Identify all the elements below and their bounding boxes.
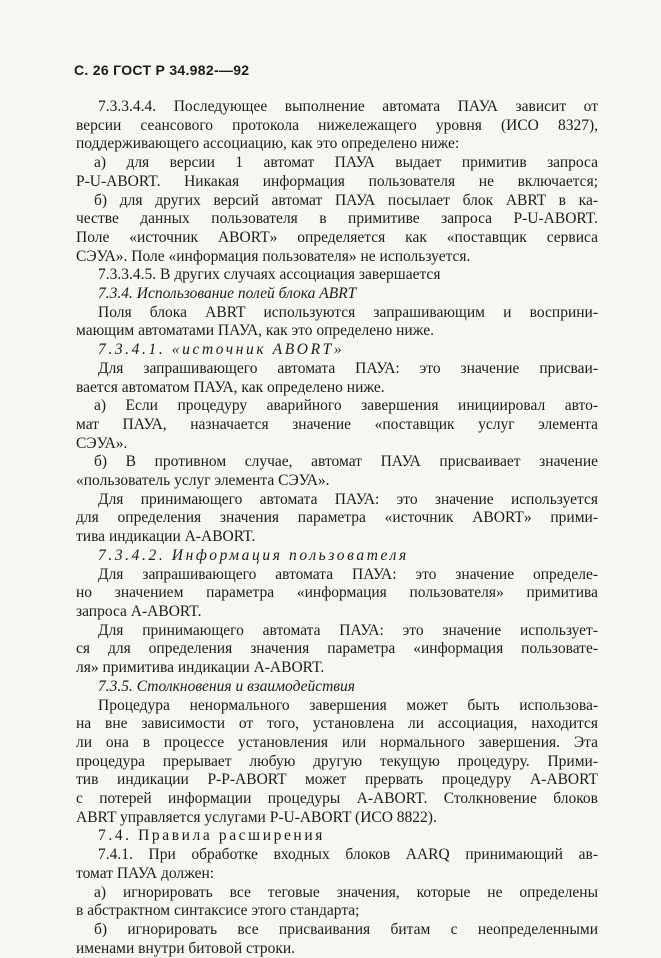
- text-line: тива индикации A-ABORT.: [76, 528, 256, 546]
- text-line: именами внутри битовой строки.: [76, 939, 296, 957]
- text-line: версии сеансового протокола нижележащего уровня (ИСО 8327),: [76, 116, 598, 134]
- text-line: 7.3.4. Использование полей блока ABRT: [98, 285, 357, 303]
- text-line: Для запрашивающего автомата ПАУА: это значение определе-: [98, 565, 598, 583]
- text-line: поддерживающего ассоциацию, как это определено ниже:: [76, 135, 460, 153]
- text-line: мающим автоматами ПАУА, как это определено ниже.: [76, 322, 434, 340]
- text-line: ABRT управляется услугами P-U-ABORT (ИСО 8822).: [76, 808, 437, 826]
- text-line: б) для других версий автомат ПАУА посылает блок ABRT в ка-: [94, 191, 598, 209]
- text-line: ля» примитива индикации A-ABORT.: [76, 659, 325, 677]
- text-line: честве данных пользователя в примитиве запроса P-U-ABORT.: [76, 210, 598, 228]
- text-line: Поле «источник ABORT» определяется как «поставщик сервиса: [76, 228, 598, 246]
- text-line: 7.3.3.4.4. Последующее выполнение автомата ПАУА зависит от: [98, 98, 598, 115]
- text-line: на вне зависимости от того, установлена ли ассоциация, находится: [76, 715, 598, 733]
- text-line: процедура прерывает любую другую текущую процедуру. Прими-: [76, 752, 598, 770]
- text-line: а) для версии 1 автомат ПАУА выдает примитив запроса: [94, 154, 598, 172]
- text-line: Поля блока ABRT используются запрашивающим и восприни-: [98, 303, 598, 321]
- text-line: P-U-ABORT. Никакая информация пользователя не включается;: [76, 172, 598, 190]
- text-line: а) игнорировать все теговые значения, которые не определены: [94, 883, 598, 901]
- text-line: «пользователь услуг элемента СЭУА».: [76, 472, 330, 490]
- text-line: мат ПАУА, назначается значение «поставщик услуг элемента: [76, 415, 598, 433]
- page-header: С. 26 ГОСТ Р 34.982-—92: [74, 62, 250, 78]
- text-line: тив индикации P-P-ABORT может прервать процедуру A-ABORT: [76, 771, 598, 789]
- text-line: вается автоматом ПАУА, как определено ниже.: [76, 378, 385, 396]
- text-line: 7.4.1. При обработке входных блоков AARQ принимающий ав-: [98, 846, 598, 864]
- text-line: ся для определения значения параметра «информация пользовате-: [76, 640, 598, 658]
- text-line: Для принимающего автомата ПАУА: это значение используется: [98, 490, 598, 508]
- text-line: но значением параметра «информация пользователя» примитива: [76, 584, 598, 602]
- text-line: Для запрашивающего автомата ПАУА: это значение присваи-: [98, 359, 598, 377]
- text-line: запроса A-ABORT.: [76, 602, 202, 620]
- text-line: б) игнорировать все присваивания битам с неопределенными: [94, 920, 598, 938]
- text-line: Для принимающего автомата ПАУА: это значение использует-: [98, 621, 598, 639]
- text-line: с потерей информации процедуры A-ABORT. Столкновение блоков: [76, 790, 598, 808]
- document-body: [76, 98, 598, 958]
- text-line: Процедура ненормального завершения может быть использова-: [98, 696, 598, 714]
- text-line: ли она в процессе установления или нормального завершения. Эта: [76, 733, 598, 751]
- text-line: в абстрактном синтаксисе этого стандарта;: [76, 902, 360, 920]
- text-line: СЭУА».: [76, 434, 128, 452]
- text-line: СЭУА». Поле «информация пользователя» не используется.: [76, 247, 471, 265]
- text-line: для определения значения параметра «источник ABORT» прими-: [76, 509, 598, 527]
- text-line: а) Если процедуру аварийного завершения инициировал авто-: [94, 397, 598, 415]
- text-line: томат ПАУА должен:: [76, 864, 215, 882]
- text-line: 7.3.4.1. «источник ABORT»: [98, 341, 345, 359]
- text-line: б) В противном случае, автомат ПАУА присваивает значение: [94, 453, 598, 471]
- text-line: 7.3.3.4.5. В других случаях ассоциация завершается: [98, 266, 441, 284]
- text-line: 7.3.4.2. Информация пользователя: [98, 546, 409, 564]
- text-line: 7.4. Правила расширения: [98, 827, 325, 845]
- text-line: 7.3.5. Столкновения и взаимодействия: [98, 677, 355, 695]
